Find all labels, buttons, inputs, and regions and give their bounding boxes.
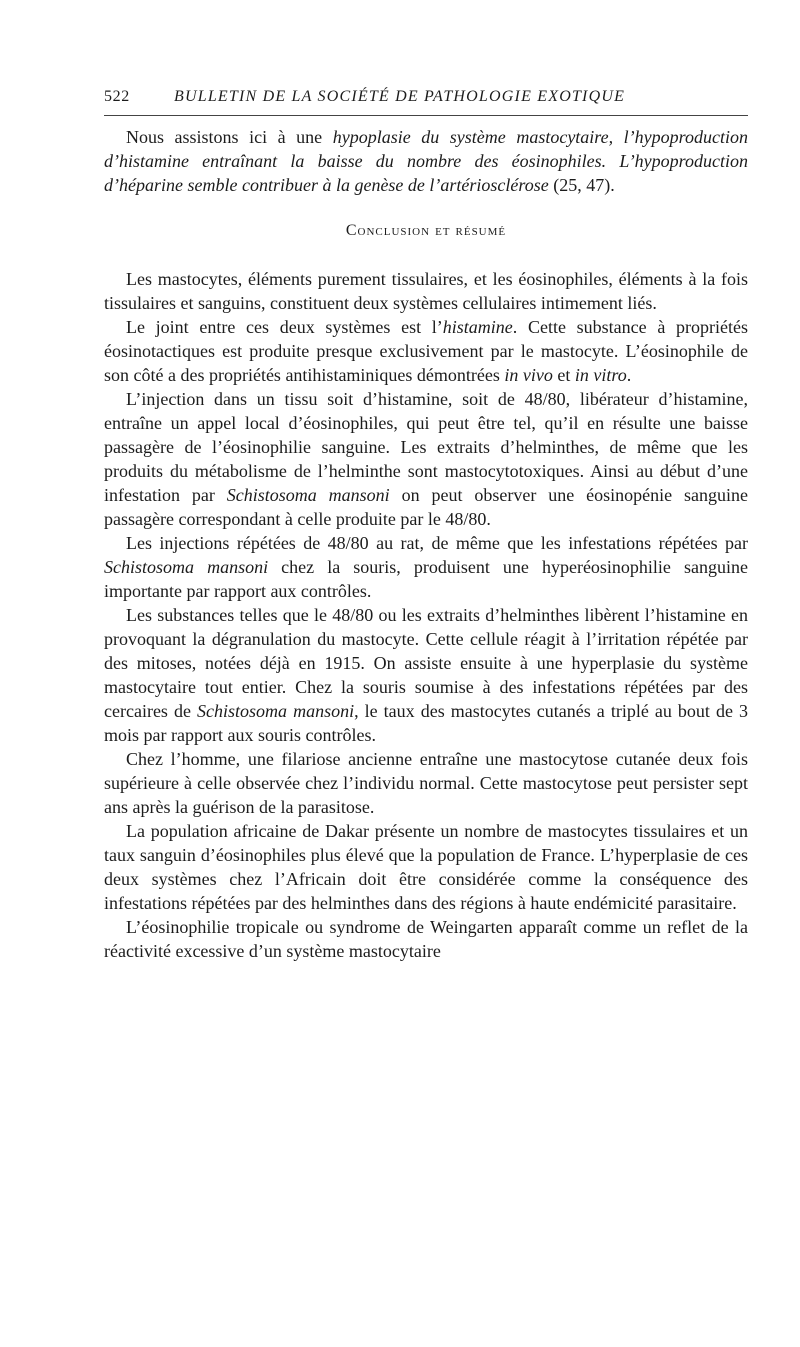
p2-text-d: . xyxy=(626,365,632,385)
p2-text-b: . Cette substance à propriétés éosinotactiques est produite presque exclusivement par le mastocyte. L’éosinophile de son côté a des propriétés antihistaminiques démontrées xyxy=(104,317,748,385)
paragraph-1: Les mastocytes, éléments purement tissulaires, et les éosinophiles, éléments à la fois tissulaires et sanguins, constituent deux systèmes cellulaires intimement liés. xyxy=(104,269,748,313)
body-text xyxy=(104,125,748,963)
page-number: 522 xyxy=(104,88,130,105)
p4-italic-1: Schistosoma mansoni xyxy=(104,557,269,577)
running-title: BULLETIN DE LA SOCIÉTÉ DE PATHOLOGIE EXOTIQUE xyxy=(174,88,626,105)
paragraph-6: Chez l’homme, une filariose ancienne entraîne une mastocytose cutanée deux fois supérieure à celle observée chez l’individu normal. Cette mastocytose peut persister sept ans après la guérison de la parasitose. xyxy=(104,749,748,817)
p4-text-a: Les injections répétées de 48/80 au rat, de même que les infestations répétées par xyxy=(126,533,748,553)
paragraph-8: L’éosinophilie tropicale ou syndrome de Weingarten apparaît comme un reflet de la réactivité excessive d’un système mastocytaire xyxy=(104,917,748,961)
header-rule xyxy=(104,115,748,116)
p5-italic-1: Schistosoma mansoni xyxy=(197,701,355,721)
p2-text-a: Le joint entre ces deux systèmes est l’ xyxy=(126,317,443,337)
intro-lead: Nous assistons ici à une xyxy=(126,127,333,147)
running-header xyxy=(104,85,748,109)
paragraph-2 xyxy=(104,315,748,387)
paragraph-4 xyxy=(104,531,748,603)
p2-text-c: et xyxy=(552,365,575,385)
p3-text-a: L’injection dans un tissu soit d’histamine, soit de 48/80, libérateur d’histamine, entraîne un appel local d’éosinophiles, qui peut être tel, qu’il en résulte une baisse passagère de l’éosinophilie sanguine. Les extraits d’helminthes, de même que les produits du métabolisme de l’helminthe sont mastocytotoxiques. Ainsi au début d’une infestation par xyxy=(104,389,748,505)
p2-italic-3: in vitro xyxy=(574,365,627,385)
document-page xyxy=(104,0,748,1347)
section-heading: Conclusion et résumé xyxy=(345,222,507,239)
paragraph-3 xyxy=(104,387,748,531)
intro-paragraph xyxy=(104,125,748,197)
p4-text-b: chez la souris, produisent une hyperéosinophilie sanguine importante par rapport aux contrôles. xyxy=(104,557,748,601)
p2-italic-1: histamine xyxy=(442,317,513,337)
p5-text-a: Les substances telles que le 48/80 ou les extraits d’helminthes libèrent l’histamine en provoquant la dégranulation du mastocyte. Cette cellule réagit à l’irritation répétée par des mitoses, notées déjà en 1915. On assiste ensuite à une hyperplasie du système mastocytaire tout entier. Chez la souris soumise à des infestations répétées par des cercaires de xyxy=(104,605,748,721)
paragraph-5 xyxy=(104,603,748,747)
p2-italic-2: in vivo xyxy=(504,365,553,385)
p3-italic-1: Schistosoma mansoni xyxy=(226,485,390,505)
intro-italic: hypoplasie du système mastocytaire, l’hypoproduction d’histamine entraînant la baisse du nombre des éosinophiles. L’hypoproduction d’héparine semble contribuer à la genèse de l’artériosclérose xyxy=(104,127,748,195)
paragraph-7: La population africaine de Dakar présente un nombre de mastocytes tissulaires et un taux sanguin d’éosinophiles plus élevé que la population de France. L’hyperplasie de ces deux systèmes chez l’Africain doit être considérée comme la conséquence des infestations répétées par des helminthes dans des régions à haute endémicité parasitaire. xyxy=(104,821,748,913)
p5-text-b: , le taux des mastocytes cutanés a triplé au bout de 3 mois par rapport aux souris contrôles. xyxy=(104,701,748,745)
p3-text-b: on peut observer une éosinopénie sanguine passagère correspondant à celle produite par le 48/80. xyxy=(104,485,748,529)
intro-ref: (25, 47). xyxy=(548,175,615,195)
